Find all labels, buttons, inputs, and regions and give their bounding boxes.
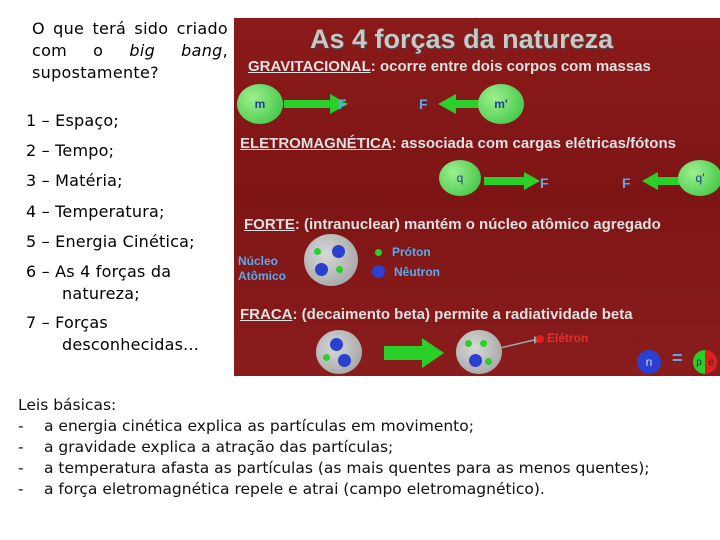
panel-title: As 4 forças da natureza — [310, 24, 614, 54]
strong-heading: FORTE: (intranuclear) mantém o núcleo atômico agregado — [244, 216, 661, 233]
law-item: - a gravidade explica a atração das partículas; — [18, 438, 394, 456]
nucleus-before — [316, 330, 362, 374]
force-f-label: F — [540, 175, 549, 191]
charge-q2-ball: q' — [678, 160, 720, 196]
force-f-label: F — [622, 175, 631, 191]
nucleus-after — [456, 330, 502, 374]
proton-dot — [375, 249, 382, 256]
forces-panel — [234, 18, 720, 376]
law-item: - a temperatura afasta as partículas (as mais quentes para as menos quentes); — [18, 459, 650, 477]
question-big: big — [129, 41, 156, 60]
grav-heading: GRAVITACIONAL: ocorre entre dois corpos com massas — [248, 58, 651, 75]
list-item: 1 – Espaço; — [26, 111, 119, 130]
weak-heading: FRACA: (decaimento beta) permite a radiatividade beta — [240, 306, 633, 323]
proton-label: Próton — [392, 245, 431, 259]
force-f-label: F — [419, 96, 428, 112]
charge-q-ball: q — [439, 160, 481, 196]
list-item: 2 – Tempo; — [26, 141, 115, 160]
list-item: 3 – Matéria; — [26, 171, 123, 190]
eletron-label: Elétron — [547, 331, 589, 345]
law-item: - a força eletromagnética repele e atrai (campo eletromagnético). — [18, 480, 545, 498]
arrow-right-icon — [484, 172, 540, 190]
basic-laws — [18, 395, 708, 500]
proton-electron-ball: p e — [693, 350, 717, 374]
nucleus-diagram — [304, 234, 358, 286]
arrow-right-icon — [384, 338, 444, 368]
list-item: 7 – Forças desconhecidas... — [26, 313, 200, 354]
list-item: 6 – As 4 forças da natureza; — [26, 262, 172, 303]
laws-title: Leis básicas: — [18, 396, 117, 414]
force-f-label: F — [338, 96, 347, 112]
neutron-n-ball: n — [637, 350, 661, 374]
list-item: 4 – Temperatura; — [26, 202, 165, 221]
emission-arrow-icon — [500, 336, 540, 352]
question-rest: , supostamente? — [32, 41, 229, 82]
neutron-label: Nêutron — [394, 265, 440, 279]
elec-heading: ELETROMAGNÉTICA: associada com cargas elétricas/fótons — [240, 135, 676, 152]
question-bang: bang — [181, 41, 223, 60]
law-item: - a energia cinética explica as partículas em movimento; — [18, 417, 474, 435]
atomico-label: Atômico — [238, 269, 286, 283]
intro-question — [32, 18, 228, 84]
mass-m2-ball: m' — [478, 84, 524, 124]
electron-dot — [536, 335, 544, 343]
equals-sign: = — [672, 348, 683, 368]
mass-m-ball: m — [237, 84, 283, 124]
question-text: O que terá sido criado com o — [32, 19, 228, 60]
list-item: 5 – Energia Cinética; — [26, 232, 195, 251]
neutron-dot — [372, 265, 385, 278]
nucleo-label: Núcleo — [238, 254, 279, 268]
